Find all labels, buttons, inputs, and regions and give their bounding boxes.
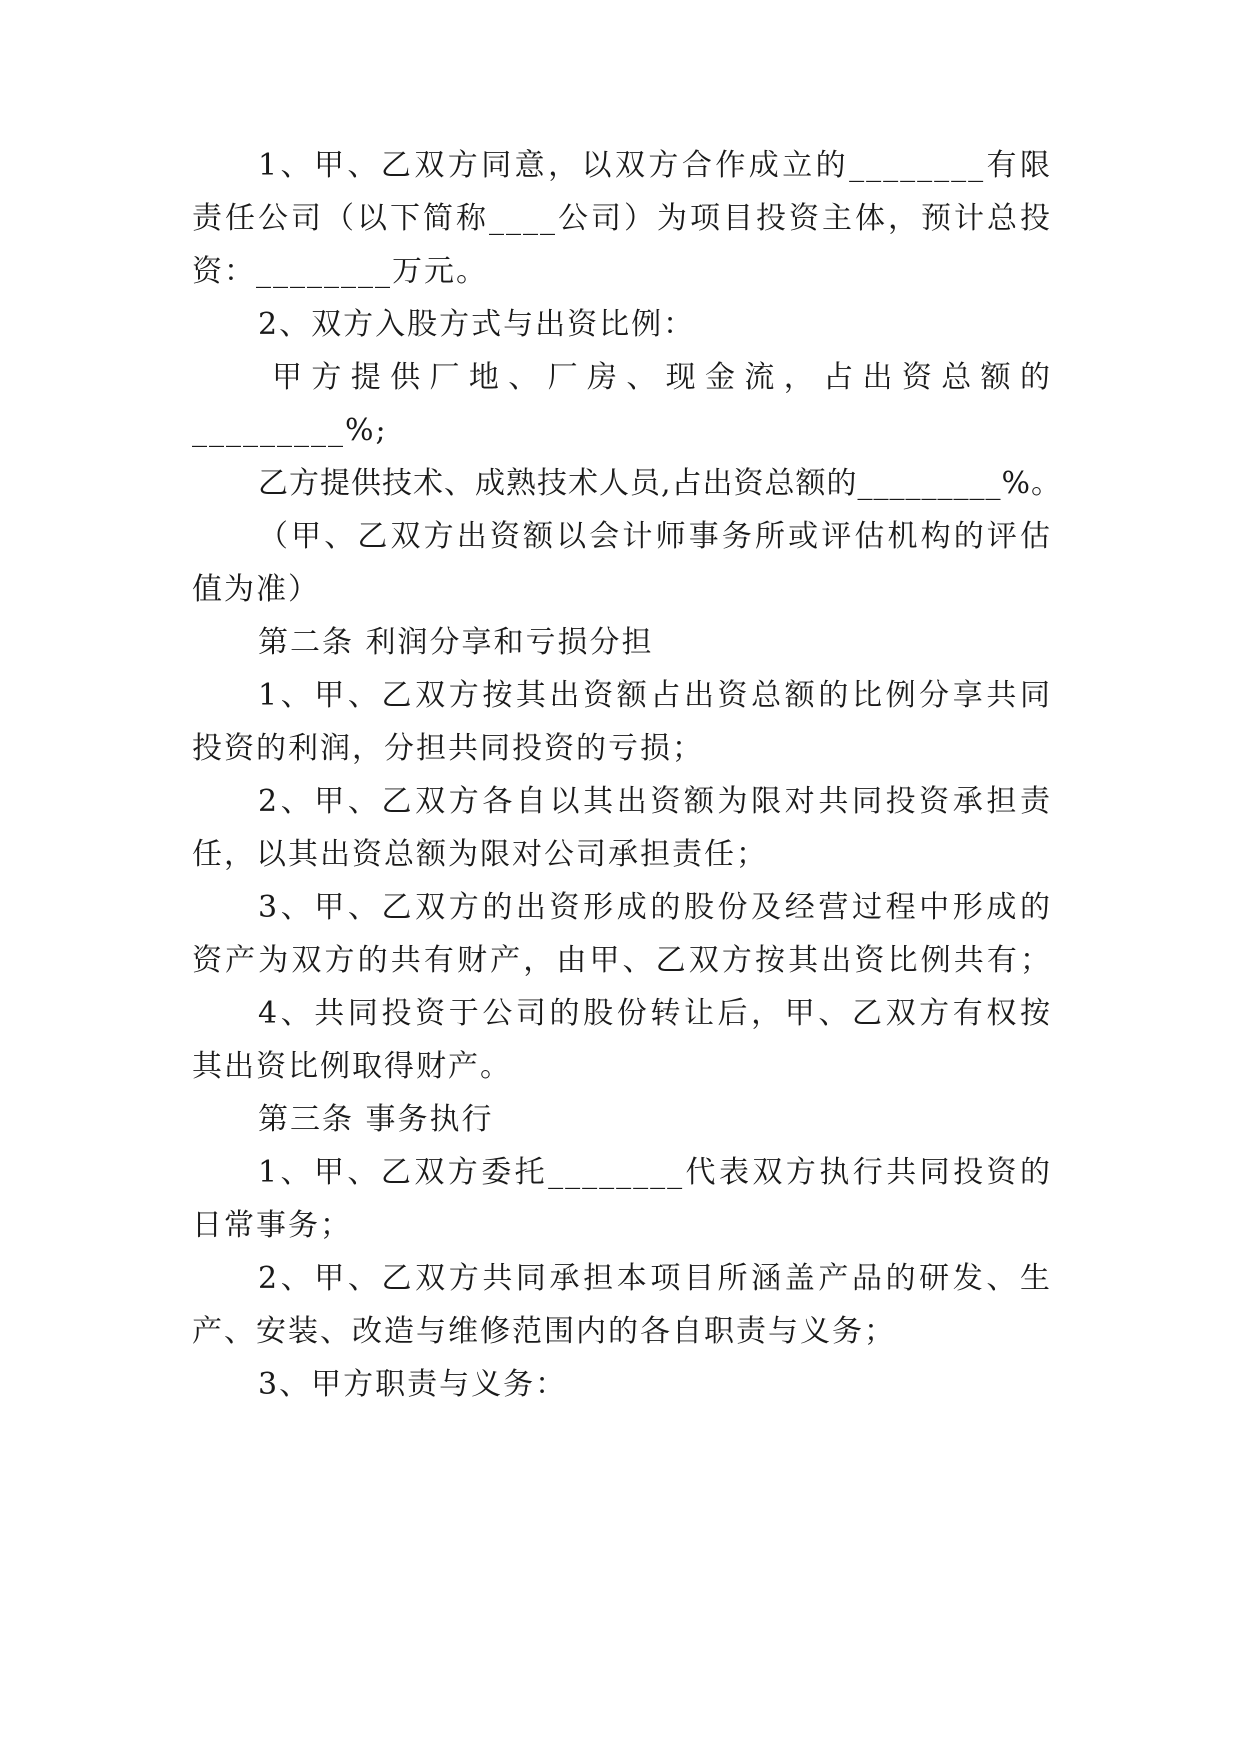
paragraph-line: 乙方提供技术、成熟技术人员,占出资总额的_________%。 [258, 466, 1063, 501]
paragraph-line: 3、甲方职责与义务： [258, 1367, 568, 1402]
paragraph-line: 产、安装、改造与维修范围内的各自职责与义务； [192, 1314, 896, 1349]
paragraph-line: 3、甲、乙双方的出资形成的股份及经营过程中形成的 [258, 890, 1052, 925]
paragraph-line: _________%; [192, 413, 388, 448]
paragraph-line: 投资的利润，分担共同投资的亏损； [192, 731, 704, 766]
paragraph-line: 1、甲、乙双方同意，以双方合作成立的________有限 [258, 148, 1052, 183]
paragraph-line: 4、共同投资于公司的股份转让后，甲、乙双方有权按 [258, 996, 1052, 1031]
paragraph-line: 责任公司（以下简称____公司）为项目投资主体，预计总投 [192, 201, 1052, 236]
paragraph-line: 日常事务； [192, 1208, 352, 1243]
paragraph-line: 任，以其出资总额为限对公司承担责任； [192, 837, 768, 872]
paragraph-line: 2、甲、乙双方各自以其出资额为限对共同投资承担责 [258, 784, 1052, 819]
paragraph-line: 值为准） [192, 572, 320, 607]
section-heading: 第二条 利润分享和亏损分担 [258, 625, 654, 660]
paragraph-line: 甲方提供厂地、厂房、现金流，占出资总额的 [272, 360, 1052, 395]
paragraph-line: 1、甲、乙双方委托________代表双方执行共同投资的 [258, 1155, 1052, 1190]
paragraph-line: 2、双方入股方式与出资比例： [258, 307, 696, 342]
section-heading: 第三条 事务执行 [258, 1102, 494, 1137]
paragraph-line: 1、甲、乙双方按其出资额占出资总额的比例分享共同 [258, 678, 1052, 713]
paragraph-line: 资：________万元。 [192, 254, 488, 289]
paragraph-line: （甲、乙双方出资额以会计师事务所或评估机构的评估 [258, 519, 1052, 554]
paragraph-line: 2、甲、乙双方共同承担本项目所涵盖产品的研发、生 [258, 1261, 1052, 1296]
paragraph-line: 其出资比例取得财产。 [192, 1049, 512, 1084]
paragraph-line: 资产为双方的共有财产，由甲、乙双方按其出资比例共有； [192, 943, 1052, 978]
